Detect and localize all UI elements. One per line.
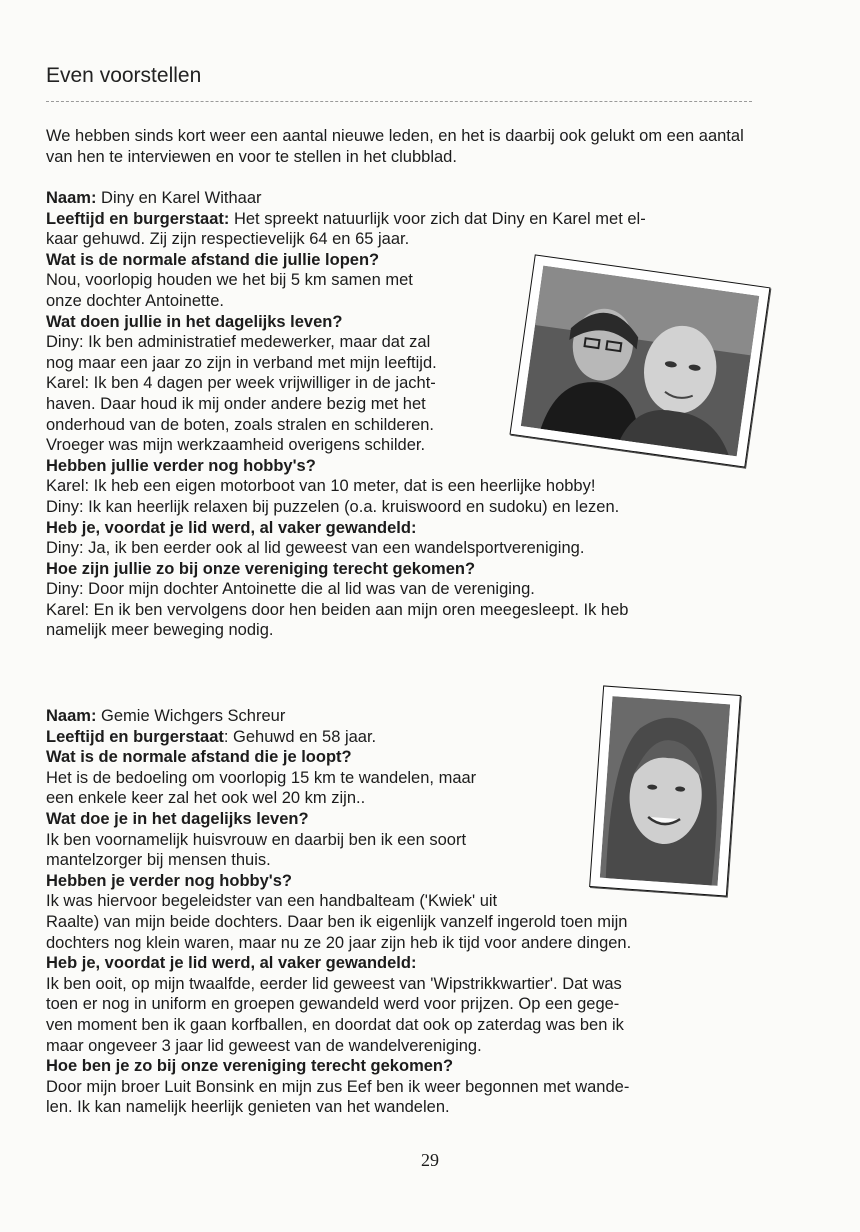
name-label: Naam: (46, 189, 97, 207)
answer-line: Ik ben voornamelijk huisvrouw en daarbij ben ik een soort (46, 830, 467, 849)
answer-line: Raalte) van mijn beide dochters. Daar ben ik eigenlijk vanzelf ingerold toen mijn (46, 912, 628, 931)
name-line (46, 188, 786, 209)
answer-line: onze dochter Antoinette. (46, 291, 224, 310)
answer-line: len. Ik kan namelijk heerlijk genieten van het wandelen. (46, 1098, 450, 1117)
name-value: Gemie Wichgers Schreur (96, 707, 286, 725)
question: Wat doen jullie in het dagelijks leven? (46, 312, 343, 331)
question: Hoe ben je zo bij onze vereniging terecht gekomen? (46, 1057, 454, 1076)
name-label: Naam: (46, 707, 97, 725)
answer-line: Diny: Ik kan heerlijk relaxen bij puzzelen (o.a. kruiswoord en sudoku) en lezen. (46, 497, 620, 516)
answer-line: kaar gehuwd. Zij zijn respectievelijk 64 en 65 jaar. (46, 230, 410, 249)
answer-line: Karel: Ik ben 4 dagen per week vrijwilliger in de jacht- (46, 374, 436, 393)
answer-line: Ik was hiervoor begeleidster van een handbalteam ('Kwiek' uit (46, 892, 498, 911)
question: Wat doe je in het dagelijks leven? (46, 809, 309, 828)
page-number: 29 (421, 1150, 439, 1170)
answer-line: een enkele keer zal het ook wel 20 km zijn.. (46, 789, 366, 808)
answer-line: ven moment ben ik gaan korfballen, en doordat dat ook op zaterdag was ben ik (46, 1015, 624, 1034)
intro-paragraph: We hebben sinds kort weer een aantal nieuwe leden, en het is daarbij ook gelukt om een aantal van hen te interviewen en voor te stellen in het clubblad. (46, 127, 744, 166)
couple-photo-image (521, 266, 759, 457)
portrait-photo-image (600, 696, 730, 886)
answer-line: dochters nog klein waren, maar nu ze 20 jaar zijn heb ik tijd voor andere dingen. (46, 933, 632, 952)
answer-line: Nou, voorlopig houden we het bij 5 km samen met (46, 271, 413, 290)
question: Hebben jullie verder nog hobby's? (46, 456, 316, 475)
age-label: Leeftijd en burgerstaat (46, 727, 224, 746)
answer-line: mantelzorger bij mensen thuis. (46, 851, 271, 870)
answer-line: Karel: Ik heb een eigen motorboot van 10 meter, dat is een heerlijke hobby! (46, 477, 596, 496)
photo-gemie (589, 685, 741, 896)
answer-line: Vroeger was mijn werkzaamheid overigens schilder. (46, 436, 426, 455)
question: Hoe zijn jullie zo bij onze vereniging terecht gekomen? (46, 559, 476, 578)
question: Heb je, voordat je lid werd, al vaker gewandeld: (46, 954, 417, 973)
name-value: Diny en Karel Withaar (96, 189, 262, 207)
answer-line: toen er nog in uniform en groepen gewandeld werd voor prijzen. Op een gege- (46, 995, 620, 1014)
answer-line: Diny: Ik ben administratief medewerker, maar dat zal (46, 333, 431, 352)
section-title: Even voorstellen (46, 64, 202, 87)
answer-line: Diny: Door mijn dochter Antoinette die al lid was van de vereniging. (46, 580, 535, 599)
age-value: Het spreekt natuurlijk voor zich dat Diny en Karel met el- (229, 209, 646, 228)
answer-line: maar ongeveer 3 jaar lid geweest van de wandelvereniging. (46, 1036, 482, 1055)
answer-line: Het is de bedoeling om voorlopig 15 km te wandelen, maar (46, 768, 477, 787)
question: Wat is de normale afstand die jullie lopen? (46, 250, 380, 269)
age-label: Leeftijd en burgerstaat: (46, 209, 230, 228)
age-line (46, 209, 786, 230)
age-value: : Gehuwd en 58 jaar. (223, 727, 377, 746)
answer-line: Karel: En ik ben vervolgens door hen beiden aan mijn oren meegesleept. Ik heb (46, 600, 629, 619)
answer-line: onderhoud van de boten, zoals stralen en schilderen. (46, 415, 435, 434)
title-divider (46, 101, 752, 102)
question: Hebben je verder nog hobby's? (46, 871, 292, 890)
photo-diny-karel (509, 254, 770, 467)
answer-line: haven. Daar houd ik mij onder andere bezig met het (46, 394, 426, 413)
answer-line: Door mijn broer Luit Bonsink en mijn zus Eef ben ik weer begonnen met wande- (46, 1077, 630, 1096)
answer-line: Ik ben ooit, op mijn twaalfde, eerder lid geweest van 'Wipstrikkwartier'. Dat was (46, 974, 622, 993)
question: Wat is de normale afstand die je loopt? (46, 748, 352, 767)
answer-line: Diny: Ja, ik ben eerder ook al lid geweest van een wandelsportvereniging. (46, 539, 585, 558)
question: Heb je, voordat je lid werd, al vaker gewandeld: (46, 518, 417, 537)
answer-line: nog maar een jaar zo zijn in verband met mijn leeftijd. (46, 353, 437, 372)
answer-line: namelijk meer beweging nodig. (46, 621, 274, 640)
